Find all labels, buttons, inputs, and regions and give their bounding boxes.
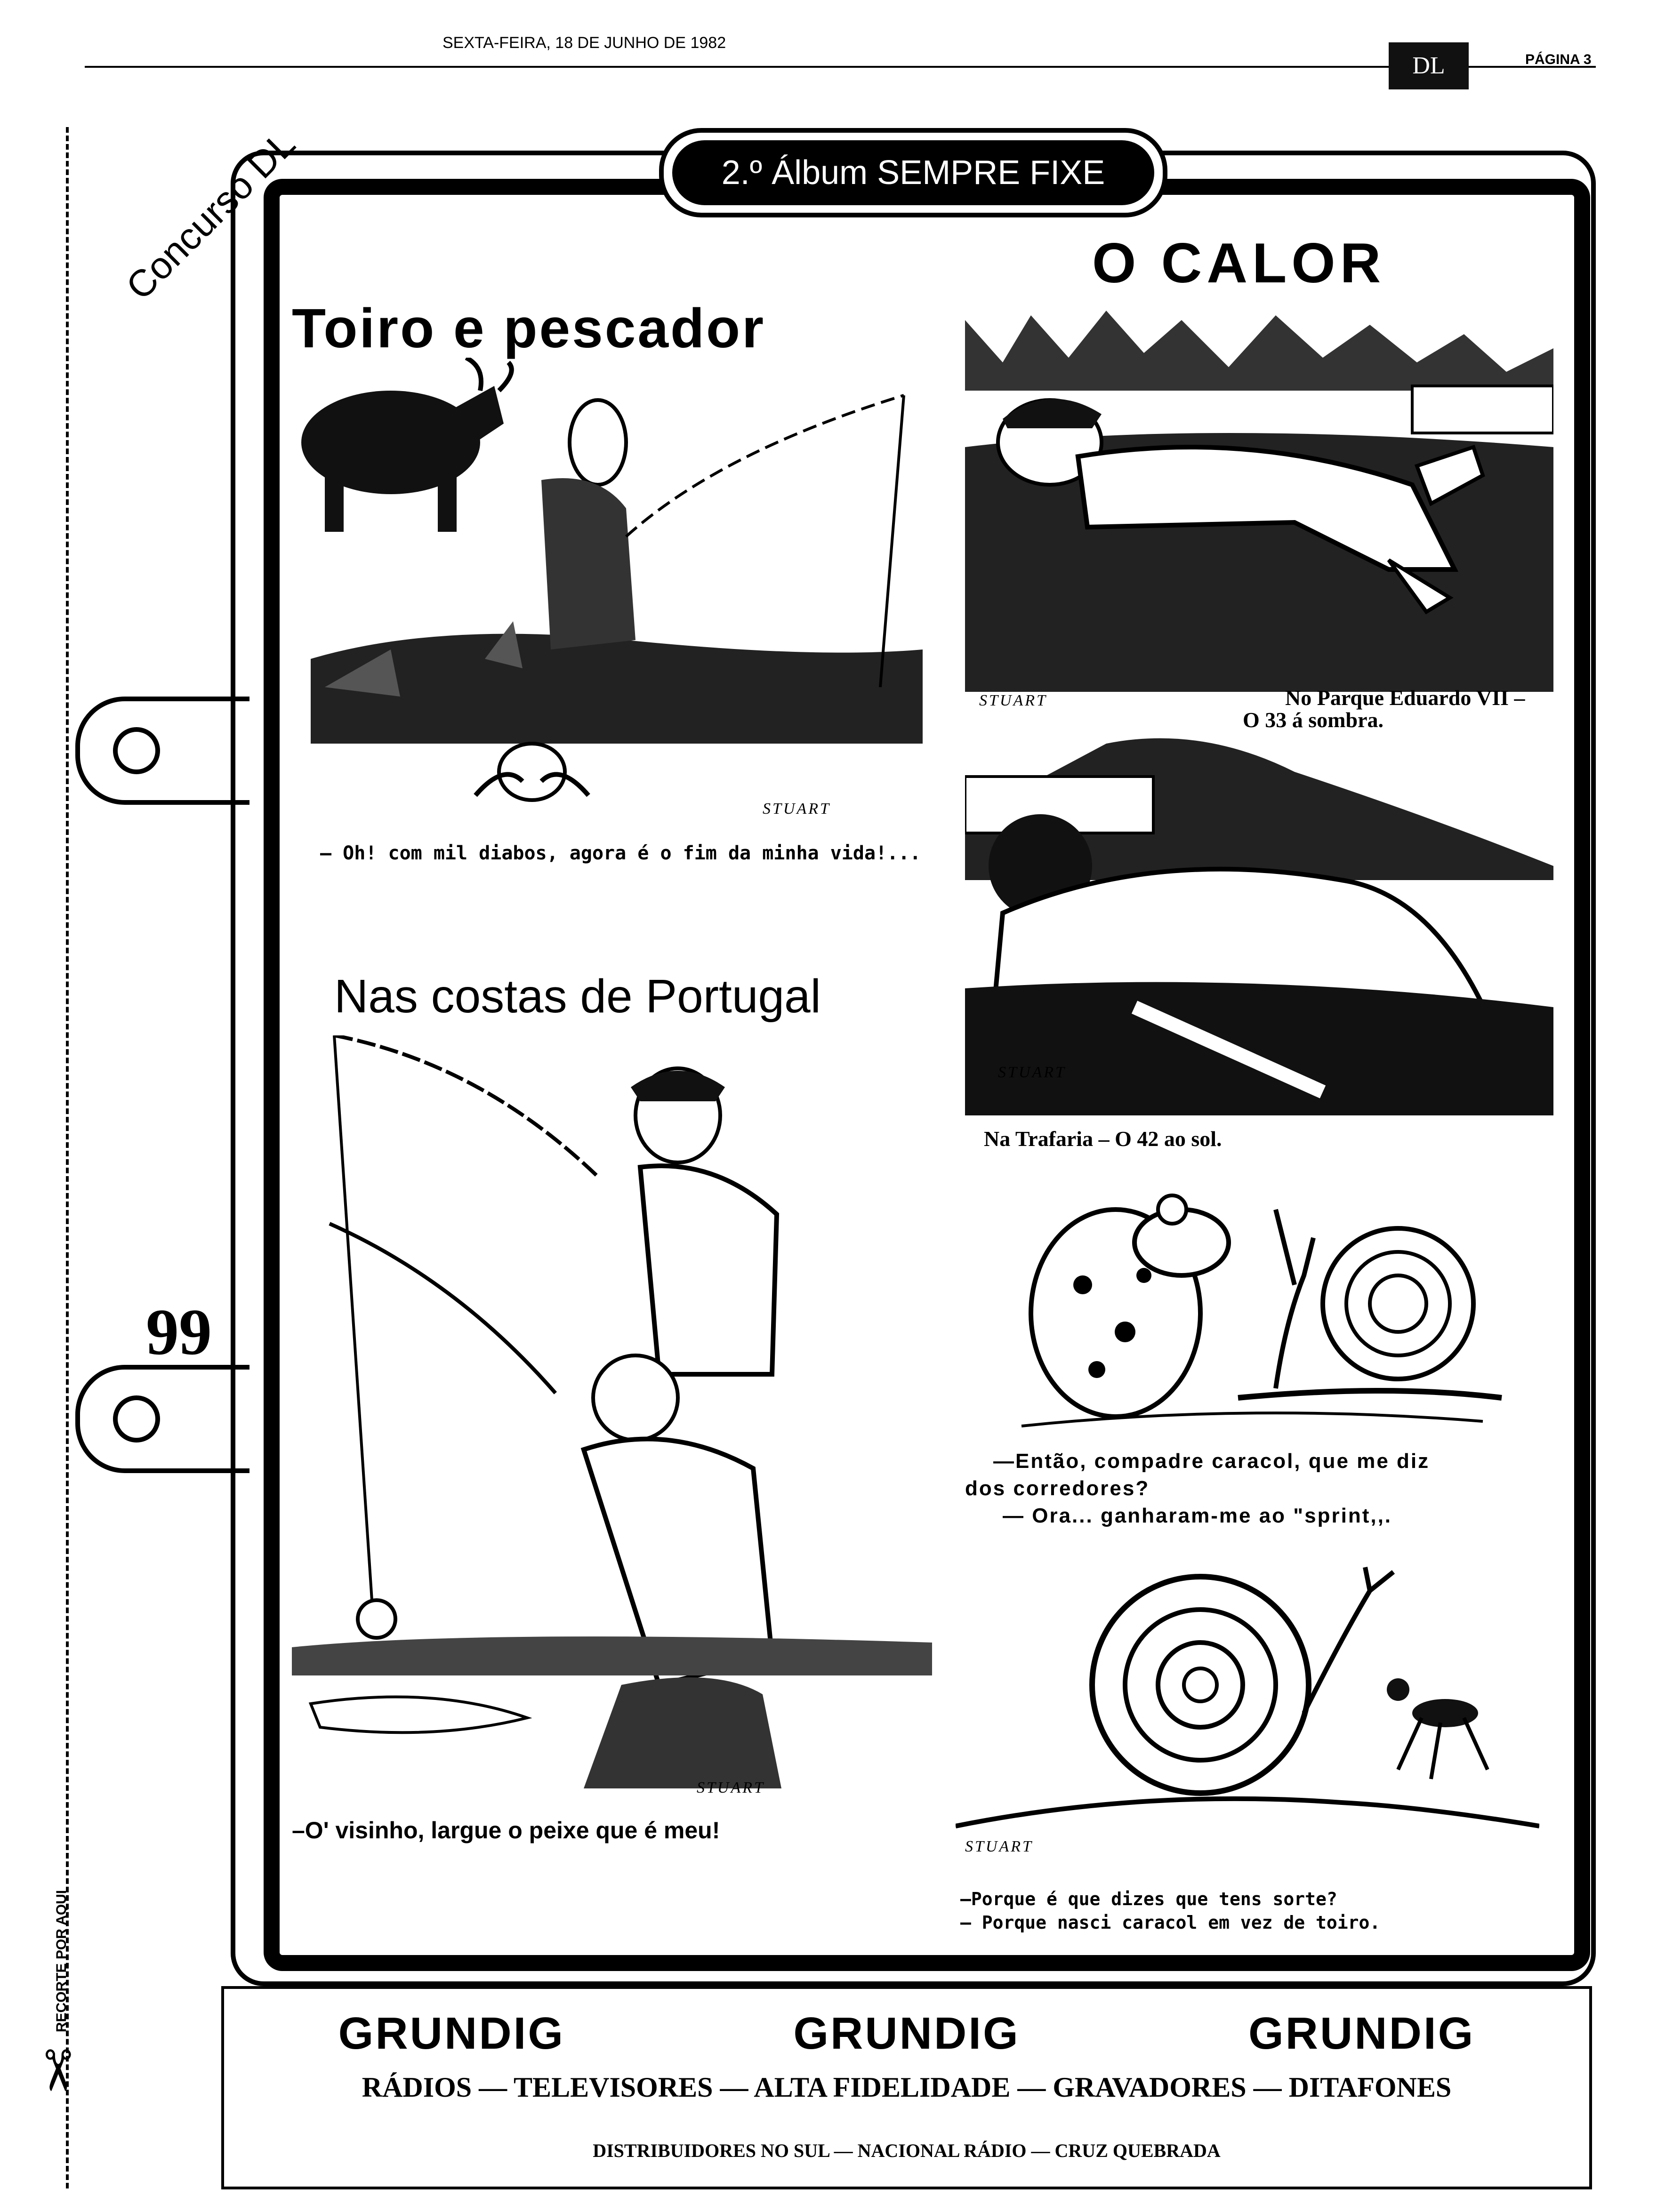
cut-line	[66, 127, 69, 2188]
calor-caption-park-line1: No Parque Eduardo VII –	[1285, 686, 1525, 710]
brand-logo: GRUNDIG	[1248, 2008, 1475, 2059]
frog-caption-line1: —Então, compadre caracol, que me diz	[993, 1450, 1430, 1473]
costas-illustration	[292, 1035, 932, 1788]
frog-snail-illustration	[1012, 1181, 1506, 1450]
header-rule	[85, 66, 1596, 68]
album-title-badge	[659, 128, 1167, 217]
costas-title: Nas costas de Portugal	[334, 970, 821, 1023]
frog-caption-line2: dos corredores?	[965, 1477, 1150, 1500]
calor-title: O CALOR	[1092, 232, 1386, 295]
calor-caption-beach: Na Trafaria – O 42 ao sol.	[984, 1127, 1222, 1151]
concurso-label: Concurso DL	[118, 122, 303, 308]
binder-tab-bottom	[75, 1365, 249, 1473]
grundig-advert	[221, 1986, 1592, 2189]
calor-signature-2: STUART	[998, 1064, 1066, 1081]
calor-illustration-beach	[965, 725, 1553, 1115]
scissors-icon: ✂	[25, 2047, 88, 2094]
binder-tab-top	[75, 697, 249, 805]
snail-signature: STUART	[965, 1838, 1033, 1855]
calor-illustration-park	[965, 306, 1553, 692]
frog-caption-line3: — Ora... ganharam-me ao "sprint,,.	[1003, 1504, 1392, 1527]
calor-caption-park-line2: O 33 á sombra.	[1243, 708, 1384, 732]
snail-caption-line2: — Porque nasci caracol em vez de toiro.	[960, 1912, 1381, 1933]
snail-ant-illustration	[956, 1563, 1539, 1845]
cut-label: RECORTE POR AQUI	[54, 1890, 70, 2033]
brand-logo: GRUNDIG	[793, 2008, 1020, 2059]
calor-signature: STUART	[979, 692, 1047, 709]
binder-hole-icon	[113, 727, 160, 774]
binder-hole-icon	[113, 1395, 160, 1443]
snail-caption-line1: —Porque é que dizes que tens sorte?	[960, 1889, 1337, 1909]
header-date: SEXTA-FEIRA, 18 DE JUNHO DE 1982	[442, 34, 726, 52]
page-number: PÁGINA 3	[1525, 52, 1592, 67]
product-line: RÁDIOS — TELEVISORES — ALTA FIDELIDADE — GRAVADORES — DITAFONES	[362, 2072, 1452, 2103]
costas-caption: –O' visinho, largue o peixe que é meu!	[292, 1817, 720, 1843]
dl-logo: DL	[1389, 42, 1469, 89]
toiro-caption: — Oh! com mil diabos, agora é o fim da minha vida!...	[320, 842, 921, 864]
costas-signature: STUART	[697, 1779, 765, 1796]
album-title: 2.º Álbum SEMPRE FIXE	[672, 140, 1154, 205]
brand-logo: GRUNDIG	[338, 2008, 565, 2059]
toiro-title: Toiro e pescador	[292, 297, 766, 360]
distribution-line: DISTRIBUIDORES NO SUL — NACIONAL RÁDIO — CRUZ QUEBRADA	[593, 2140, 1221, 2161]
toiro-signature: STUART	[763, 800, 831, 817]
brand-row	[224, 2008, 1589, 2060]
toiro-illustration	[297, 358, 927, 828]
issue-number: 99	[146, 1296, 212, 1369]
